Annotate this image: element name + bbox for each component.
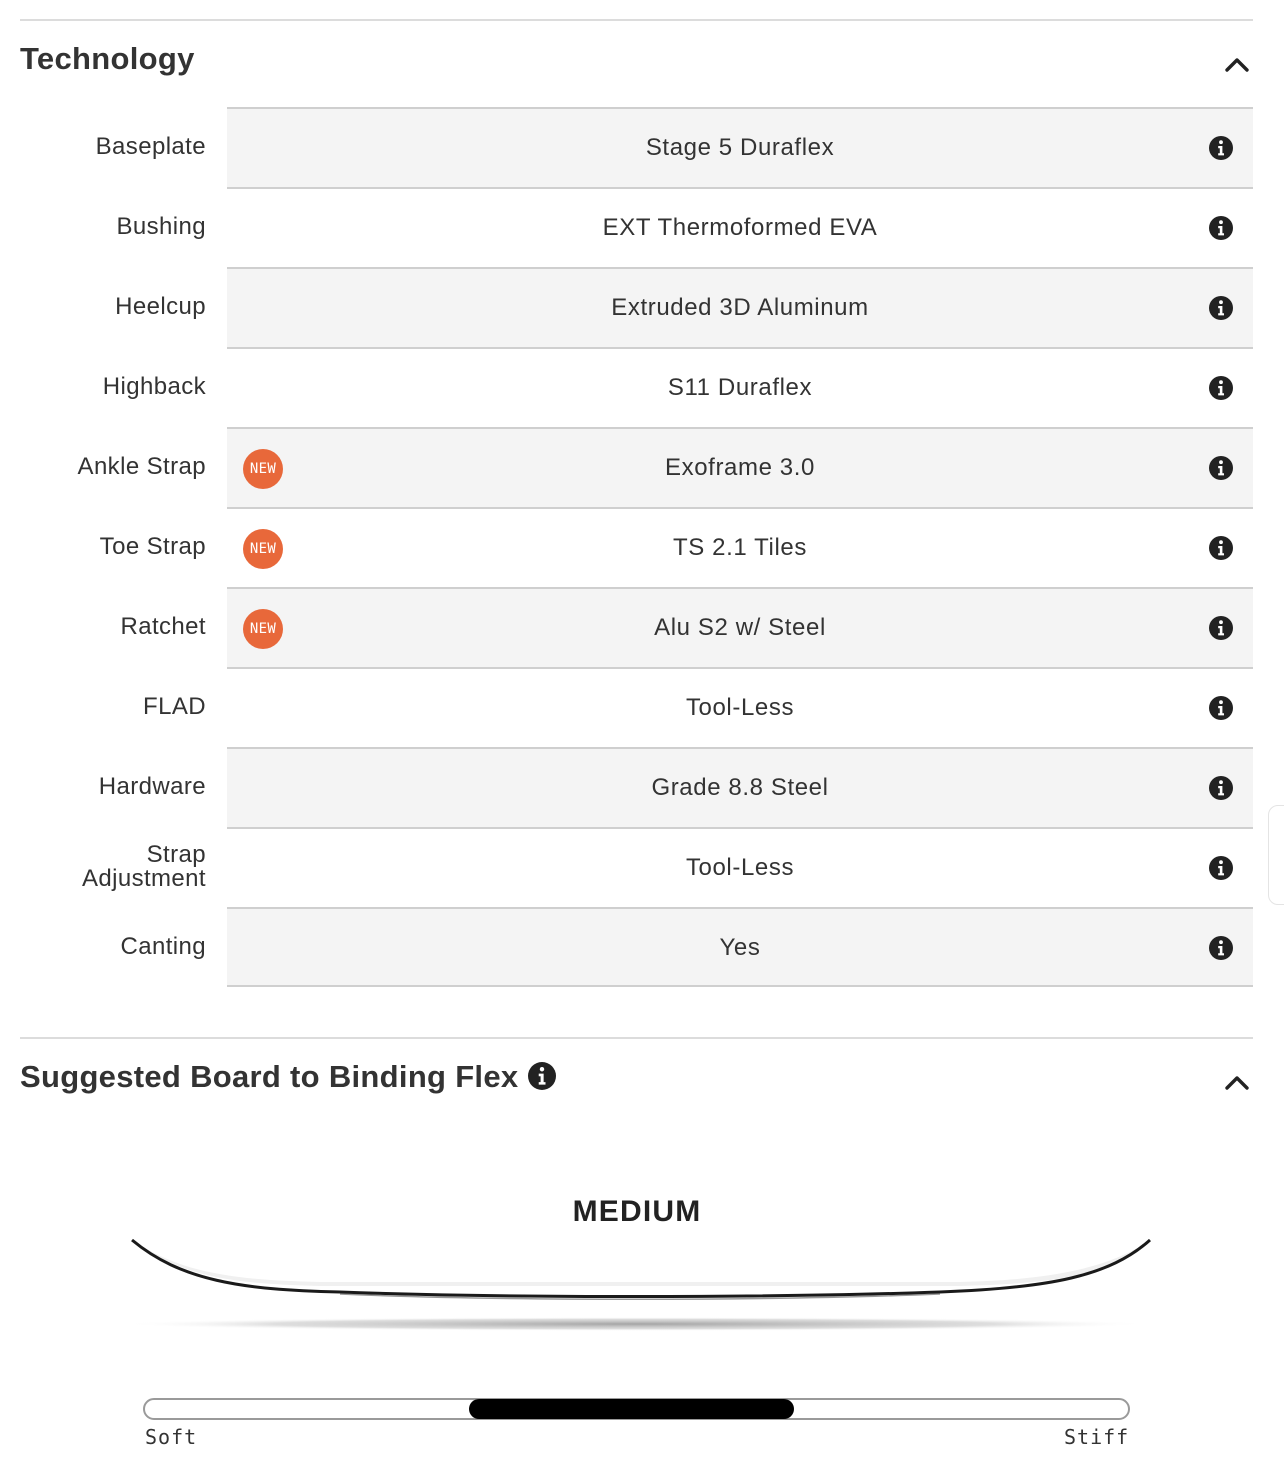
side-panel-handle[interactable] <box>1268 805 1284 905</box>
spec-value-cell <box>227 187 1253 267</box>
chevron-up-icon[interactable] <box>1223 1069 1251 1097</box>
info-circle-icon[interactable] <box>1209 456 1233 480</box>
spec-row <box>0 107 1284 187</box>
spec-value-cell <box>227 267 1253 347</box>
scale-max-label: Stiff <box>1064 1425 1130 1449</box>
info-circle-icon[interactable] <box>1209 376 1233 400</box>
spec-label: Heelcup <box>115 293 206 320</box>
spec-value: Stage 5 Duraflex <box>645 134 835 161</box>
spec-value: TS 2.1 Tiles <box>673 534 807 561</box>
info-circle-icon[interactable] <box>1209 696 1233 720</box>
spec-value: Yes <box>719 934 761 961</box>
info-circle-icon[interactable] <box>1209 536 1233 560</box>
spec-value-cell <box>227 107 1253 187</box>
chevron-up-icon[interactable] <box>1223 51 1251 79</box>
spec-value-cell <box>227 507 1253 587</box>
spec-row <box>0 187 1284 267</box>
spec-label: Ratchet <box>120 613 206 640</box>
spec-value: Alu S2 w/ Steel <box>654 614 826 641</box>
spec-value-cell <box>227 347 1253 427</box>
spec-row <box>0 267 1284 347</box>
technology-section-header[interactable] <box>20 19 1253 107</box>
technology-title: Technology <box>20 41 195 76</box>
info-circle-icon[interactable] <box>1209 776 1233 800</box>
spec-value-cell <box>227 587 1253 667</box>
technology-spec-table <box>0 107 1284 987</box>
info-circle-icon[interactable] <box>528 1062 556 1090</box>
spec-row <box>0 507 1284 587</box>
scale-min-label: Soft <box>145 1425 198 1449</box>
info-circle-icon[interactable] <box>1209 296 1233 320</box>
spec-label: Highback <box>102 373 206 400</box>
spec-value: EXT Thermoformed EVA <box>602 214 878 241</box>
spec-label: Toe Strap <box>99 533 206 560</box>
spec-value-cell <box>227 907 1253 987</box>
flex-range-indicator <box>469 1399 793 1419</box>
spec-label: Bushing <box>116 213 206 240</box>
flex-section-header[interactable] <box>20 1037 1253 1117</box>
spec-row <box>0 587 1284 667</box>
info-circle-icon[interactable] <box>1209 616 1233 640</box>
spec-value: Grade 8.8 Steel <box>651 774 829 801</box>
spec-row <box>0 427 1284 507</box>
info-circle-icon[interactable] <box>1209 856 1233 880</box>
spec-value: Tool-Less <box>685 694 795 721</box>
flex-rating-label: MEDIUM <box>572 1195 702 1228</box>
snowboard-illustration <box>120 1228 1160 1338</box>
flex-title-text: Suggested Board to Binding Flex <box>20 1059 519 1094</box>
spec-row <box>0 347 1284 427</box>
spec-value-cell <box>227 427 1253 507</box>
spec-row <box>0 667 1284 747</box>
spec-label: Hardware <box>98 773 206 800</box>
spec-label: Ankle Strap <box>77 453 206 480</box>
spec-value: Exoframe 3.0 <box>665 454 815 481</box>
new-badge: NEW <box>243 449 283 489</box>
info-circle-icon[interactable] <box>1209 136 1233 160</box>
flex-title <box>20 1059 556 1095</box>
spec-value-cell <box>227 827 1253 907</box>
spec-value-cell <box>227 747 1253 827</box>
spec-label: Strap Adjustment <box>81 841 206 892</box>
spec-label: FLAD <box>143 693 206 720</box>
spec-row <box>0 747 1284 827</box>
spec-label: Canting <box>120 933 206 960</box>
spec-value: Tool-Less <box>685 854 795 881</box>
info-circle-icon[interactable] <box>1209 216 1233 240</box>
new-badge: NEW <box>243 609 283 649</box>
info-circle-icon[interactable] <box>1209 936 1233 960</box>
new-badge: NEW <box>243 529 283 569</box>
spec-label: Baseplate <box>95 133 206 160</box>
spec-value-cell <box>227 667 1253 747</box>
spec-row <box>0 907 1284 987</box>
spec-value: Extruded 3D Aluminum <box>611 294 869 321</box>
spec-value: S11 Duraflex <box>667 374 813 401</box>
spec-row <box>0 827 1284 907</box>
